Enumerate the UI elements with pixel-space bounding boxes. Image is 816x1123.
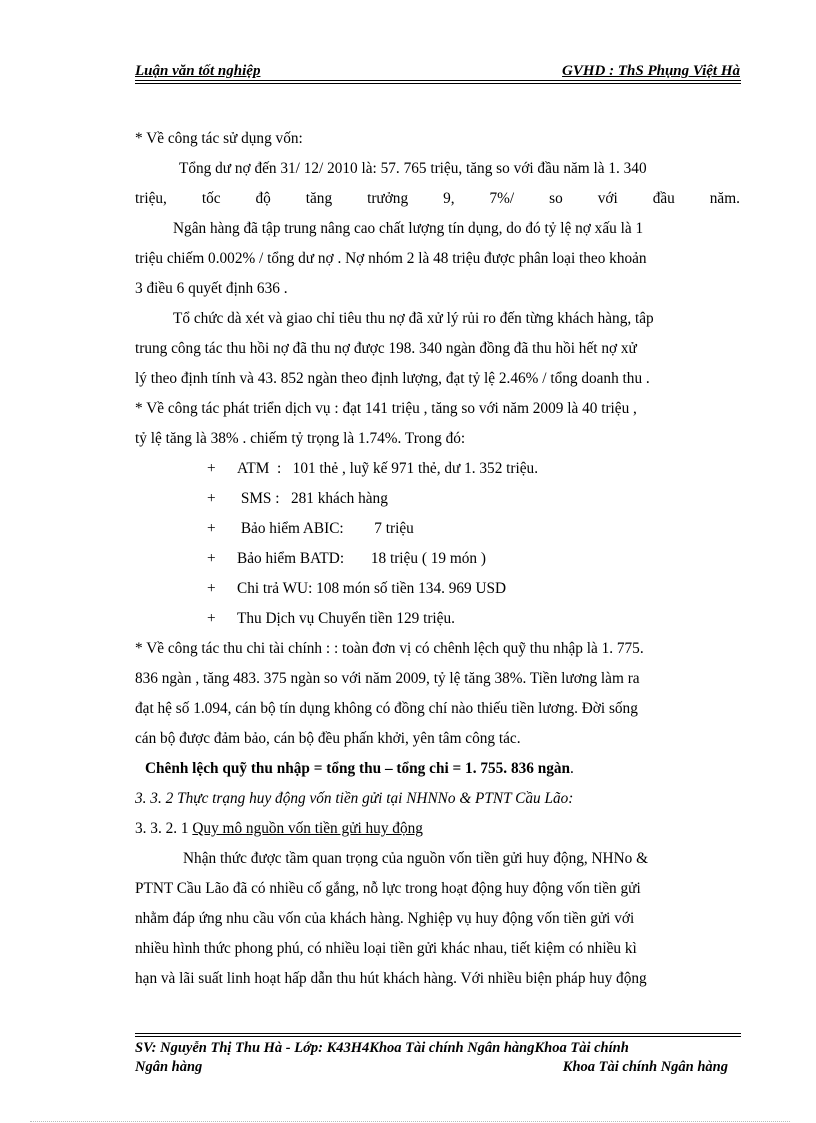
justified-word: đầu (652, 190, 675, 207)
header-rule-top (135, 80, 741, 81)
justified-word: triệu, (135, 190, 167, 207)
paragraph-line: 836 ngàn , tăng 483. 375 ngàn so với năm 2009, tỷ lệ tăng 38%. Tiền lương làm ra (135, 670, 640, 687)
bullet-plus: + (207, 520, 216, 537)
paragraph-line-justified (135, 188, 740, 210)
footer-rule-bottom (135, 1036, 741, 1037)
bullet-plus: + (207, 490, 216, 507)
income-summary-end: . (570, 760, 574, 777)
justified-word: so (549, 190, 563, 207)
paragraph-line: triệu chiếm 0.002% / tổng dư nợ . Nợ nhóm 2 là 48 triệu được phân loại theo khoản (135, 250, 647, 267)
page-header (135, 63, 740, 81)
heading-capital-use: * Về công tác sử dụng vốn: (135, 130, 303, 147)
footer-department-right: Khoa Tài chính Ngân hàng (562, 1059, 728, 1075)
paragraph-line: 3 điều 6 quyết định 636 . (135, 280, 288, 297)
bullet-plus: + (207, 550, 216, 567)
footer-department-left: Ngân hàng (135, 1059, 203, 1075)
justified-word: trưởng (367, 190, 409, 207)
justified-word: với (597, 190, 618, 207)
heading-finance: * Về công tác thu chi tài chính : : toàn đơn vị có chênh lệch quỹ thu nhập là 1. 775. (135, 640, 644, 657)
bullet-plus: + (207, 610, 216, 627)
subsection-number: 3. 3. 2. 1 (135, 820, 193, 837)
page-edge-dotted (30, 1121, 790, 1122)
list-item-text: Thu Dịch vụ Chuyển tiền 129 triệu. (237, 610, 455, 627)
income-summary-formula: Chênh lệch quỹ thu nhập = tổng thu – tổng chi = 1. 755. 836 ngàn (145, 760, 571, 777)
header-supervisor: GVHD : ThS Phụng Việt Hà (562, 63, 740, 79)
subsection-heading (135, 818, 423, 840)
paragraph-line: lý theo định tính và 43. 852 ngàn theo định lượng, đạt tỷ lệ 2.46% / tổng doanh thu . (135, 370, 650, 387)
section-heading: 3. 3. 2 Thực trạng huy động vốn tiền gửi tại NHNNo & PTNT Cầu Lão: (135, 790, 574, 807)
paragraph-line: trung công tác thu hồi nợ đã thu nợ được 198. 340 ngàn đồng đã thu hồi hết nợ xử (135, 340, 637, 357)
bullet-plus: + (207, 580, 216, 597)
list-item-text: Bảo hiểm BATD: 18 triệu ( 19 món ) (237, 550, 486, 567)
list-item-text: ATM : 101 thẻ , luỹ kế 971 thẻ, dư 1. 352 triệu. (237, 460, 539, 477)
footer-rule-top (135, 1033, 741, 1034)
paragraph-line: hạn và lãi suất linh hoạt hấp dẫn thu hút khách hàng. Với nhiều biện pháp huy động (135, 970, 647, 987)
justified-word: tốc (201, 190, 221, 207)
income-summary (145, 758, 574, 780)
justified-word: 7%/ (489, 190, 515, 207)
justified-word: độ (255, 190, 271, 207)
paragraph-line: cán bộ được đảm bảo, cán bộ đều phấn khởi, yên tâm công tác. (135, 730, 521, 747)
paragraph-line: nhằm đáp ứng nhu cầu vốn của khách hàng. Nghiệp vụ huy động vốn tiền gửi với (135, 910, 635, 927)
header-rule-bottom (135, 83, 741, 84)
bullet-plus: + (207, 460, 216, 477)
paragraph-line: Tổng dư nợ đến 31/ 12/ 2010 là: 57. 765 triệu, tăng so với đầu năm là 1. 340 (179, 160, 647, 177)
paragraph-line: Nhận thức được tầm quan trọng của nguồn vốn tiền gửi huy động, NHNo & (183, 850, 649, 867)
paragraph-line: Ngân hàng đã tập trung nâng cao chất lượng tín dụng, do đó tỷ lệ nợ xấu là 1 (173, 220, 644, 237)
footer-student-line: SV: Nguyễn Thị Thu Hà - Lớp: K43H4Khoa Tài chính Ngân hàngKhoa Tài chính (135, 1040, 629, 1056)
paragraph-line: nhiều hình thức phong phú, có nhiều loại tiền gửi khác nhau, tiết kiệm có nhiều kì (135, 940, 637, 957)
paragraph-line: đạt hệ số 1.094, cán bộ tín dụng không có đồng chí nào thiếu tiền lương. Đời sống (135, 700, 638, 717)
paragraph-line: tỷ lệ tăng là 38% . chiếm tỷ trọng là 1.74%. Trong đó: (135, 430, 466, 447)
justified-word: năm. (709, 190, 740, 207)
header-thesis-title: Luận văn tốt nghiệp (135, 63, 261, 79)
justified-word: 9, (443, 190, 455, 207)
heading-service-development: * Về công tác phát triển dịch vụ : đạt 141 triệu , tăng so với năm 2009 là 40 triệu , (135, 400, 637, 417)
list-item-text: SMS : 281 khách hàng (237, 490, 388, 507)
list-item-text: Bảo hiểm ABIC: 7 triệu (237, 520, 414, 537)
paragraph-line: PTNT Cầu Lão đã có nhiều cố gắng, nỗ lực trong hoạt động huy động vốn tiền gửi (135, 880, 641, 897)
list-item-text: Chi trả WU: 108 món số tiền 134. 969 USD (237, 580, 507, 597)
subsection-title: Quy mô nguồn vốn tiền gửi huy động (192, 820, 423, 837)
paragraph-line: Tổ chức dà xét và giao chỉ tiêu thu nợ đã xử lý rủi ro đến từng khách hàng, tâp (173, 310, 654, 327)
justified-word: tăng (305, 190, 333, 207)
